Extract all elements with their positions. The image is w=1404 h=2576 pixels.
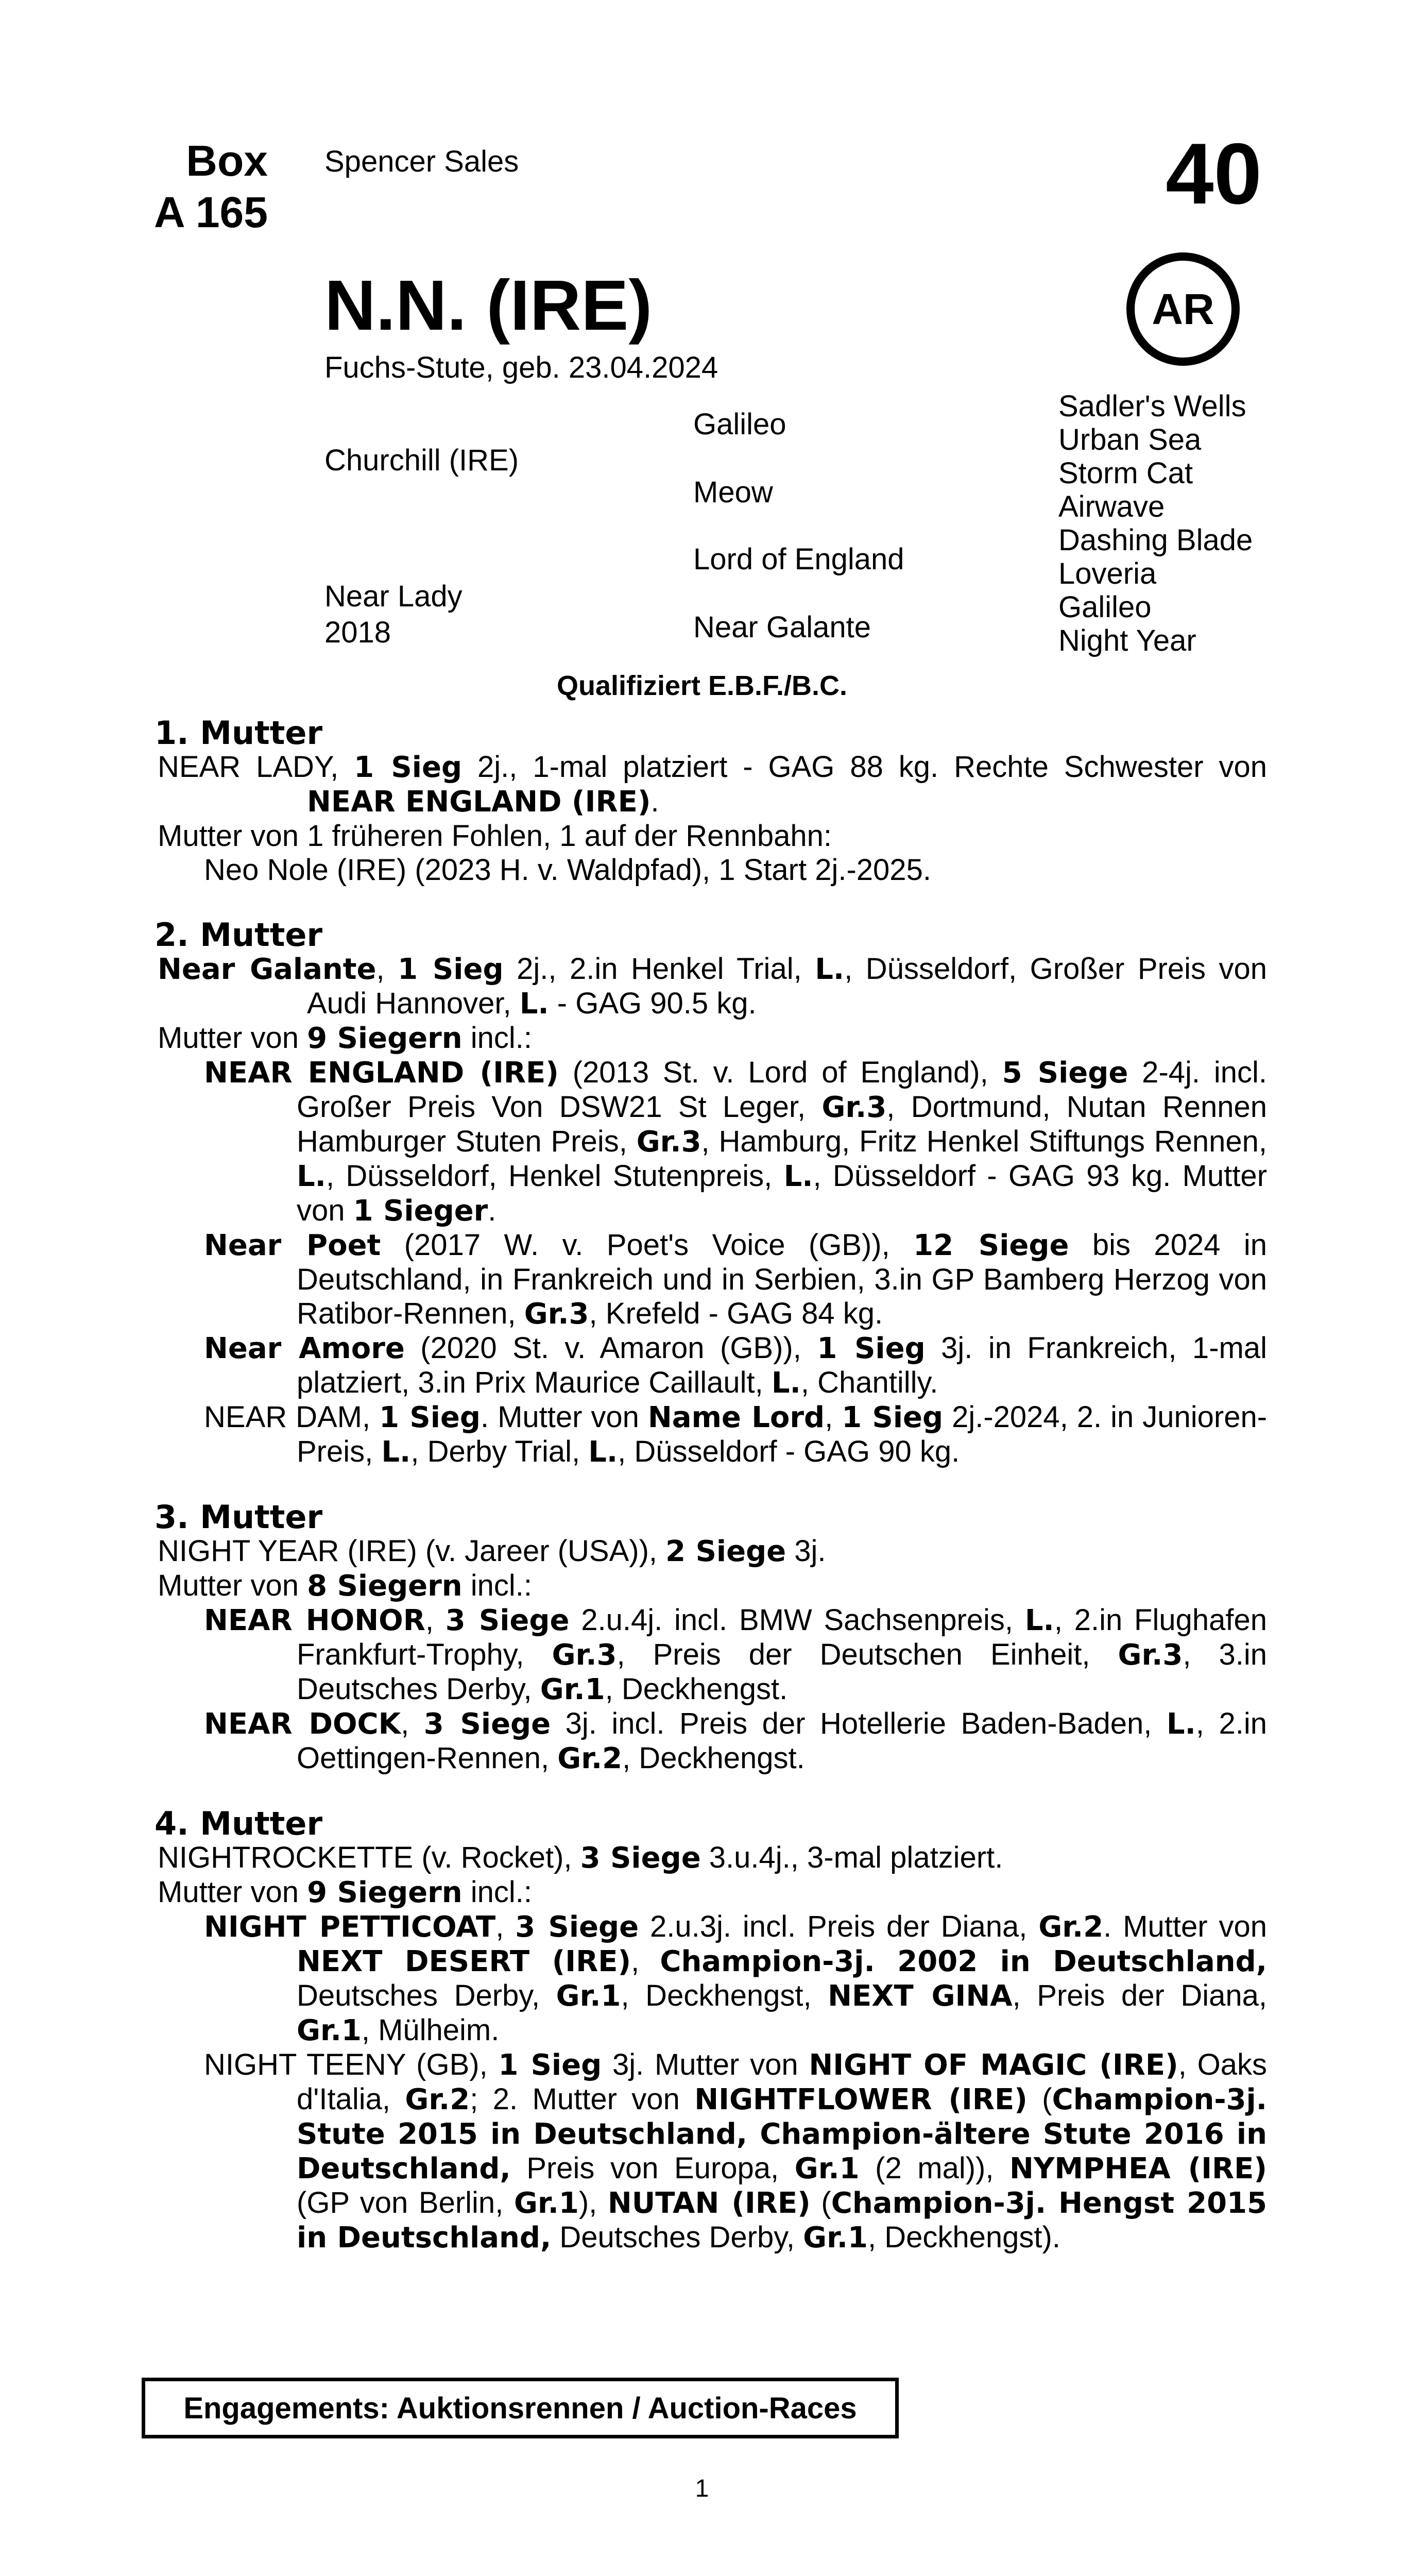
text-run: , 2.in Flughafen Frankfurt-Trophy, xyxy=(297,1603,1267,1671)
bold-text: 1 Sieg xyxy=(842,1401,944,1434)
bold-text: 2 Siege xyxy=(665,1535,786,1568)
pedigree-grandparent: Meow xyxy=(693,476,773,509)
dam-section xyxy=(155,1500,1267,1776)
pedigree-dam: Near Lady xyxy=(324,580,463,613)
bold-text: 1 Sieg xyxy=(379,1401,481,1434)
bold-text: NEXT DESERT (IRE) xyxy=(297,1945,631,1978)
bold-text: Near Amore xyxy=(204,1332,405,1365)
dam-entry xyxy=(158,952,1267,1021)
bold-text: L. xyxy=(588,1435,618,1469)
qualification-note: Qualifiziert E.B.F./B.C. xyxy=(556,670,848,701)
pedigree-great-grandparent: Night Year xyxy=(1058,624,1196,657)
text-run: 3j. xyxy=(786,1534,826,1568)
ar-badge: AR xyxy=(1126,252,1240,366)
offspring-entry xyxy=(158,1056,1267,1228)
engagements-text: Engagements: Auktionsrennen / Auction-Races xyxy=(183,2391,857,2425)
text-run: , Hamburg, Fritz Henkel Stiftungs Rennen, xyxy=(701,1125,1267,1158)
offspring-entry xyxy=(158,1603,1267,1707)
text-run: , Preis der Diana, xyxy=(1012,1979,1268,2012)
bold-text: 1 Sieg xyxy=(398,953,504,986)
text-run: NEAR DAM, xyxy=(204,1400,380,1434)
text-run: , Derby Trial, xyxy=(410,1435,589,1468)
bold-text: 3 Siege xyxy=(445,1604,570,1637)
dam-entry xyxy=(158,853,1267,887)
dam-section xyxy=(155,918,1267,1469)
offspring-entry xyxy=(158,2048,1267,2255)
dam-entry xyxy=(158,750,1267,819)
pedigree-sire: Churchill (IRE) xyxy=(324,444,519,477)
bold-text: Gr.2 xyxy=(557,1742,623,1775)
bold-text: Gr.2 xyxy=(405,2083,470,2116)
bold-text: 5 Siege xyxy=(1002,1056,1128,1090)
pedigree-grandparent: Lord of England xyxy=(693,543,904,576)
bold-text: Gr.3 xyxy=(636,1125,701,1159)
section-heading: 1. Mutter xyxy=(155,714,323,752)
offspring-entry xyxy=(158,1228,1267,1331)
text-run: 2j.-2024, 2. in Junioren-Preis, xyxy=(297,1400,1268,1468)
text-run: , 3.in Deutsches Derby, xyxy=(297,1638,1267,1706)
text-run: incl.: xyxy=(462,1569,533,1602)
text-run: . xyxy=(650,785,659,818)
text-run: . xyxy=(488,1194,496,1227)
dam-entry xyxy=(158,1021,1267,1056)
bold-text: L. xyxy=(815,953,845,986)
bold-text: Gr.2 xyxy=(1038,1910,1104,1944)
bold-text: Gr.3 xyxy=(821,1091,887,1124)
text-run: Mutter von xyxy=(158,1021,307,1055)
text-run: , xyxy=(401,1707,424,1740)
pedigree-dam-year: 2018 xyxy=(324,616,391,649)
horse-name: N.N. (IRE) xyxy=(324,266,653,345)
text-run: , 2.in Oettingen-Rennen, xyxy=(297,1707,1267,1775)
offspring-entry xyxy=(158,1331,1267,1400)
bold-text: NIGHT PETTICOAT xyxy=(204,1910,496,1944)
bold-text: 1 Sieg xyxy=(354,751,463,784)
bold-text: 1 Sieg xyxy=(817,1332,926,1365)
bold-text: Near Poet xyxy=(204,1229,381,1262)
bold-text: Gr.1 xyxy=(794,2152,860,2185)
text-run: Preis von Europa, xyxy=(510,2151,795,2185)
text-run: Deutsches Derby, xyxy=(551,2221,803,2254)
bold-text: 1 Sieger xyxy=(353,1194,488,1228)
text-run: ; 2. Mutter von xyxy=(470,2082,695,2116)
dam-section xyxy=(155,1807,1267,2255)
text-run: , xyxy=(495,1910,516,1943)
bold-text: NEAR DOCK xyxy=(204,1707,401,1741)
text-run: Neo Nole (IRE) (2023 H. v. Waldpfad), 1 Start 2j.-2025. xyxy=(204,853,931,887)
text-run: incl.: xyxy=(462,1875,533,1909)
text-run: NIGHT TEENY (GB), xyxy=(204,2048,499,2081)
text-run: 3j. incl. Preis der Hotellerie Baden-Baden, xyxy=(551,1707,1167,1740)
bold-text: 3 Siege xyxy=(423,1707,551,1741)
box-line-2: A 165 xyxy=(153,188,268,236)
text-run: , Deckhengst). xyxy=(868,2221,1060,2254)
text-run: - GAG 90.5 kg. xyxy=(549,987,757,1020)
text-run: ( xyxy=(1027,2082,1052,2116)
bold-text: NIGHTFLOWER (IRE) xyxy=(694,2083,1028,2116)
dam-entry xyxy=(158,819,1267,853)
text-run: (2013 St. v. Lord of England), xyxy=(558,1056,1002,1089)
bold-text: 3 Siege xyxy=(515,1910,639,1944)
text-run: 3.u.4j., 3-mal platziert. xyxy=(700,1841,1003,1874)
pedigree-great-grandparent: Galileo xyxy=(1058,590,1152,624)
text-run: Mutter von xyxy=(158,1569,307,1602)
text-run: , Krefeld - GAG 84 kg. xyxy=(589,1297,883,1330)
bold-text: 3 Siege xyxy=(580,1841,701,1875)
text-run: . Mutter von xyxy=(481,1400,648,1434)
text-run: , Oaks d'Italia, xyxy=(297,2048,1267,2116)
bold-text: Gr.3 xyxy=(524,1297,589,1331)
bold-text: Gr.1 xyxy=(803,2221,868,2255)
text-run: bis 2024 in Deutschland, in Frankreich und in Serbien, 3.in GP Bamberg Herzog von Ratibor-Rennen, xyxy=(297,1228,1268,1330)
sale-name: Spencer Sales xyxy=(324,145,519,178)
dam-entry xyxy=(158,1841,1267,1875)
bold-text: L. xyxy=(297,1160,326,1193)
pedigree-great-grandparent: Loveria xyxy=(1058,557,1157,590)
bold-text: 8 Siegern xyxy=(307,1569,463,1603)
pedigree-great-grandparent: Sadler's Wells xyxy=(1058,389,1246,423)
bold-text: NEAR ENGLAND (IRE) xyxy=(307,785,651,819)
page-number: 1 xyxy=(695,2475,709,2502)
text-run: ), xyxy=(578,2186,608,2219)
bold-text: NEAR ENGLAND (IRE) xyxy=(204,1056,559,1090)
text-run: , xyxy=(825,1400,842,1434)
pedigree-great-grandparent: Storm Cat xyxy=(1058,456,1193,490)
bold-text: L. xyxy=(381,1435,411,1469)
bold-text: NEXT GINA xyxy=(828,1979,1013,2013)
bold-text: NYMPHEA (IRE) xyxy=(1009,2152,1267,2185)
dam-line-sections xyxy=(155,716,1267,2286)
text-run: (2 mal)), xyxy=(859,2151,1010,2185)
text-run: 3j. in Frankreich, 1-mal platziert, 3.in Prix Maurice Caillault, xyxy=(297,1331,1267,1399)
text-run: , Düsseldorf, Henkel Stutenpreis, xyxy=(326,1159,784,1193)
text-run: Mutter von xyxy=(158,1875,307,1909)
pedigree-grandparent: Near Galante xyxy=(693,611,871,644)
text-run: Mutter von 1 früheren Fohlen, 1 auf der Rennbahn: xyxy=(158,819,832,853)
text-run: 2.u.3j. incl. Preis der Diana, xyxy=(639,1910,1039,1943)
bold-text: Gr.1 xyxy=(540,1673,605,1706)
pedigree-great-grandparent: Urban Sea xyxy=(1058,423,1202,456)
text-run: (GP von Berlin, xyxy=(297,2186,514,2219)
text-run: , xyxy=(631,1944,660,1978)
bold-text: Gr.3 xyxy=(1118,1638,1183,1672)
bold-text: L. xyxy=(1024,1604,1054,1637)
text-run: , Düsseldorf, Großer Preis von Audi Hannover, xyxy=(307,952,1267,1020)
bold-text: L. xyxy=(1166,1707,1196,1741)
bold-text: 9 Siegern xyxy=(307,1876,463,1909)
bold-text: NEAR HONOR xyxy=(204,1604,425,1637)
box-label xyxy=(0,135,268,238)
text-run: NIGHTROCKETTE (v. Rocket), xyxy=(158,1841,580,1874)
dam-section xyxy=(155,716,1267,887)
bold-text: Gr.3 xyxy=(552,1638,617,1672)
dam-entry xyxy=(158,1569,1267,1603)
text-run: , Preis der Deutschen Einheit, xyxy=(617,1638,1118,1671)
section-heading: 3. Mutter xyxy=(155,1498,323,1536)
pedigree-great-grandparent: Dashing Blade xyxy=(1058,523,1253,557)
text-run: 3j. Mutter von xyxy=(602,2048,809,2081)
section-heading: 2. Mutter xyxy=(155,916,323,954)
text-run: NEAR LADY, xyxy=(158,750,354,784)
bold-text: Name Lord xyxy=(647,1401,825,1434)
dam-entry xyxy=(158,1875,1267,1910)
engagements-box xyxy=(142,2378,899,2438)
text-run: , xyxy=(376,952,398,986)
box-line-1: Box xyxy=(186,137,268,185)
horse-description: Fuchs-Stute, geb. 23.04.2024 xyxy=(324,351,718,384)
pedigree-grandparent: Galileo xyxy=(693,408,786,441)
bold-text: Champion-3j. 2002 in Deutschland, xyxy=(660,1945,1267,1978)
bold-text: 9 Siegern xyxy=(307,1022,463,1055)
text-run: incl.: xyxy=(462,1021,533,1055)
text-run: , Deckhengst. xyxy=(605,1672,788,1706)
bold-text: L. xyxy=(519,987,549,1021)
text-run: , xyxy=(425,1603,446,1637)
bold-text: Gr.1 xyxy=(556,1979,621,2013)
text-run: , Chantilly. xyxy=(800,1366,938,1399)
text-run: ( xyxy=(810,2186,831,2219)
dam-entry xyxy=(158,1534,1267,1569)
offspring-entry xyxy=(158,1707,1267,1776)
bold-text: Gr.1 xyxy=(513,2187,579,2220)
text-run: (2017 W. v. Poet's Voice (GB)), xyxy=(381,1228,914,1262)
text-run: , Mülheim. xyxy=(361,2013,500,2047)
bold-text: Champion-3j. Stute 2015 in Deutschland, Champion-ältere Stute 2016 in Deutschland, xyxy=(297,2083,1267,2185)
bold-text: 1 Sieg xyxy=(498,2048,602,2082)
bold-text: 12 Siege xyxy=(913,1229,1069,1262)
text-run: , Dortmund, Nutan Rennen Hamburger Stuten Preis, xyxy=(297,1090,1267,1158)
bold-text: Near Galante xyxy=(158,953,376,986)
text-run: , Deckhengst. xyxy=(622,1741,805,1775)
bold-text: NIGHT OF MAGIC (IRE) xyxy=(809,2048,1178,2082)
text-run: 2.u.4j. incl. BMW Sachsenpreis, xyxy=(569,1603,1025,1637)
text-run: 2-4j. incl. Großer Preis Von DSW21 St Leger, xyxy=(297,1056,1267,1124)
offspring-entry xyxy=(158,1400,1267,1469)
offspring-entry xyxy=(158,1910,1267,2048)
bold-text: Champion-3j. Hengst 2015 in Deutschland, xyxy=(297,2187,1267,2255)
bold-text: Gr.1 xyxy=(297,2014,362,2047)
text-run: (2020 St. v. Amaron (GB)), xyxy=(404,1331,817,1365)
text-run: 2j., 2.in Henkel Trial, xyxy=(503,952,815,986)
text-run: Deutsches Derby, xyxy=(297,1979,556,2012)
text-run: . Mutter von xyxy=(1103,1910,1267,1943)
lot-number: 40 xyxy=(1166,125,1262,222)
text-run: , Düsseldorf - GAG 93 kg. Mutter von xyxy=(297,1159,1268,1227)
text-run: , Deckhengst, xyxy=(621,1979,828,2012)
section-heading: 4. Mutter xyxy=(155,1805,323,1842)
bold-text: NUTAN (IRE) xyxy=(607,2187,811,2220)
text-run: , Düsseldorf - GAG 90 kg. xyxy=(618,1435,960,1468)
text-run: 2j., 1-mal platziert - GAG 88 kg. Rechte Schwester von xyxy=(462,750,1267,784)
text-run: NIGHT YEAR (IRE) (v. Jareer (USA)), xyxy=(158,1534,666,1568)
bold-text: L. xyxy=(783,1160,813,1193)
pedigree-great-grandparent: Airwave xyxy=(1058,490,1165,523)
bold-text: L. xyxy=(771,1366,801,1400)
